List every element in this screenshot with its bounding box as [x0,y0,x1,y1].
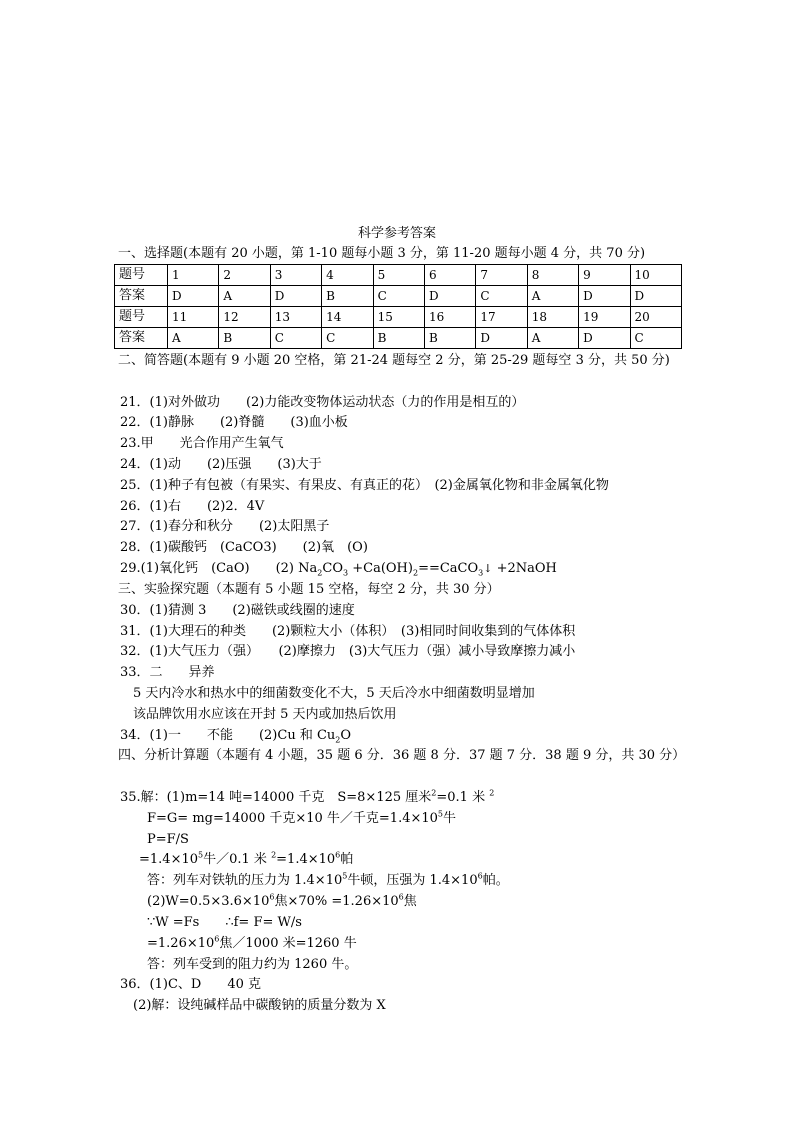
table-cell: D [630,286,681,307]
table-cell: 14 [322,307,373,328]
answer-29-equation: $Na_2CO_3$ $+Ca(OH)_2==CaCO_3↓$ +2NaOH [298,561,557,578]
table-cell: 13 [270,307,321,328]
row-header: 题号 [115,265,168,286]
table-row [115,328,682,349]
answer-35-line-4: $=1.4\times 10^5$牛／0.1 米 $^2=1.4\times 10^6$帕 [139,850,354,867]
table-cell: A [527,286,578,307]
section-3-heading: 三、实验探究题（本题有 5 小题 15 空格，每空 2 分，共 30 分） [118,582,500,597]
row-header: 题号 [115,307,168,328]
answer-29-text: 29.(1)氧化钙 (CaO) (2) [120,561,295,576]
table-cell: 1 [168,265,219,286]
table-cell: C [322,328,373,349]
table-cell: A [168,328,219,349]
table-cell: 8 [527,265,578,286]
answer-36: 36．(1)C、D 40 克 [120,977,262,992]
table-cell: 5 [373,265,424,286]
table-cell: 4 [322,265,373,286]
table-row [115,286,682,307]
table-cell: D [270,286,321,307]
table-cell: 17 [476,307,527,328]
answer-35-line-5: 答：列车对铁轨的压力为 $1.4\times 10^5$牛顿，压强为 $1.4\times 10^6$帕。 [147,871,509,888]
answer-35-line-2: F=G= mg=14000 千克×10 牛／千克$=1.4\times 10^5$牛 [147,809,457,826]
answer-35-line-1: 35.解：(1)m=14 吨=14000 千克 S=8×125 厘米$^2$=0.1 米 $^2$ [120,788,495,805]
table-cell: 12 [219,307,270,328]
table-cell: 20 [630,307,681,328]
answer-31: 31．(1)大理石的种类 (2)颗粒大小（体积） (3)相同时间收集到的气体体积 [120,624,576,639]
answer-30: 30．(1)猜测 3 (2)磁铁或线圈的速度 [120,603,355,618]
table-cell: 2 [219,265,270,286]
answer-26: 26．(1)右 (2)2．4V [120,499,265,514]
answer-21: 21．(1)对外做功 (2)力能改变物体运动状态（力的作用是相互的） [120,395,525,410]
answer-29 [120,561,557,577]
table-cell: 11 [168,307,219,328]
answer-35-line-6: $(2)W=0.5\times 3.6\times 10^6$焦$\times 70\% =1.26\times 10^6$焦 [147,892,417,909]
table-cell: D [168,286,219,307]
table-cell: C [476,286,527,307]
answer-table [114,264,682,349]
table-cell: B [219,328,270,349]
answer-32: 32．(1)大气压力（强） (2)摩擦力 (3)大气压力（强）减小导致摩擦力减小 [120,644,576,659]
answer-33: 33．二 异养 [120,665,215,680]
section-4-heading: 四、分析计算题（本题有 4 小题，35 题 6 分．36 题 8 分．37 题 7 分．38 题 9 分，共 30 分） [118,748,686,763]
table-cell: A [219,286,270,307]
answer-33-line-b: 该品牌饮用水应该在开封 5 天内或加热后饮用 [133,707,397,722]
table-row [115,265,682,286]
table-cell: C [270,328,321,349]
page-title: 科学参考答案 [357,226,436,241]
table-cell: 3 [270,265,321,286]
answer-35-line-8: $=1.26\times 10^6$焦／1000 米=1260 牛 [147,934,357,951]
table-cell: D [424,286,475,307]
answer-36-line-2: (2)解：设纯碱样品中碳酸钠的质量分数为 X [133,998,386,1013]
table-cell: D [579,286,630,307]
table-cell: 16 [424,307,475,328]
row-header: 答案 [115,328,168,349]
table-cell: 18 [527,307,578,328]
table-cell: 10 [630,265,681,286]
answer-24: 24．(1)动 (2)压强 (3)大于 [120,457,322,472]
answer-27: 27．(1)春分和秋分 (2)太阳黑子 [120,519,330,534]
answer-34: 34．(1)一 不能 (2)Cu 和 $Cu_2O$ [120,728,352,745]
table-cell: 19 [579,307,630,328]
answer-35-line-7: ∵W =Fs ∴f= F= W/s [147,915,302,930]
section-1-heading: 一、选择题(本题有 20 小题，第 1-10 题每小题 3 分，第 11-20 题每小题 4 分，共 70 分) [118,246,646,261]
table-cell: C [630,328,681,349]
answer-23: 23.甲 光合作用产生氧气 [120,436,284,451]
answer-35-line-3: P=F/S [147,832,189,847]
table-cell: 15 [373,307,424,328]
table-cell: 9 [579,265,630,286]
section-2-heading: 二、简答题(本题有 9 小题 20 空格，第 21-24 题每空 2 分，第 25-29 题每空 3 分，共 50 分) [118,353,670,368]
table-cell: A [527,328,578,349]
table-cell: 6 [424,265,475,286]
answer-25: 25．(1)种子有包被（有果实、有果皮、有真正的花） (2)金属氧化物和非金属氧化物 [120,478,609,493]
precipitate-arrow: ↓ [483,562,493,575]
answer-35-line-9: 答：列车受到的阻力约为 1260 牛。 [147,957,358,972]
table-cell: C [373,286,424,307]
answer-28: 28．(1)碳酸钙 (CaCO3) (2)氧 (O) [120,540,368,555]
table-cell: D [579,328,630,349]
table-row [115,307,682,328]
table-cell: 7 [476,265,527,286]
answer-22: 22．(1)静脉 (2)脊髓 (3)血小板 [120,415,348,430]
row-header: 答案 [115,286,168,307]
table-cell: B [373,328,424,349]
table-cell: B [322,286,373,307]
table-cell: B [424,328,475,349]
table-cell: D [476,328,527,349]
answer-33-line-a: 5 天内冷水和热水中的细菌数变化不大，5 天后冷水中细菌数明显增加 [133,686,535,701]
